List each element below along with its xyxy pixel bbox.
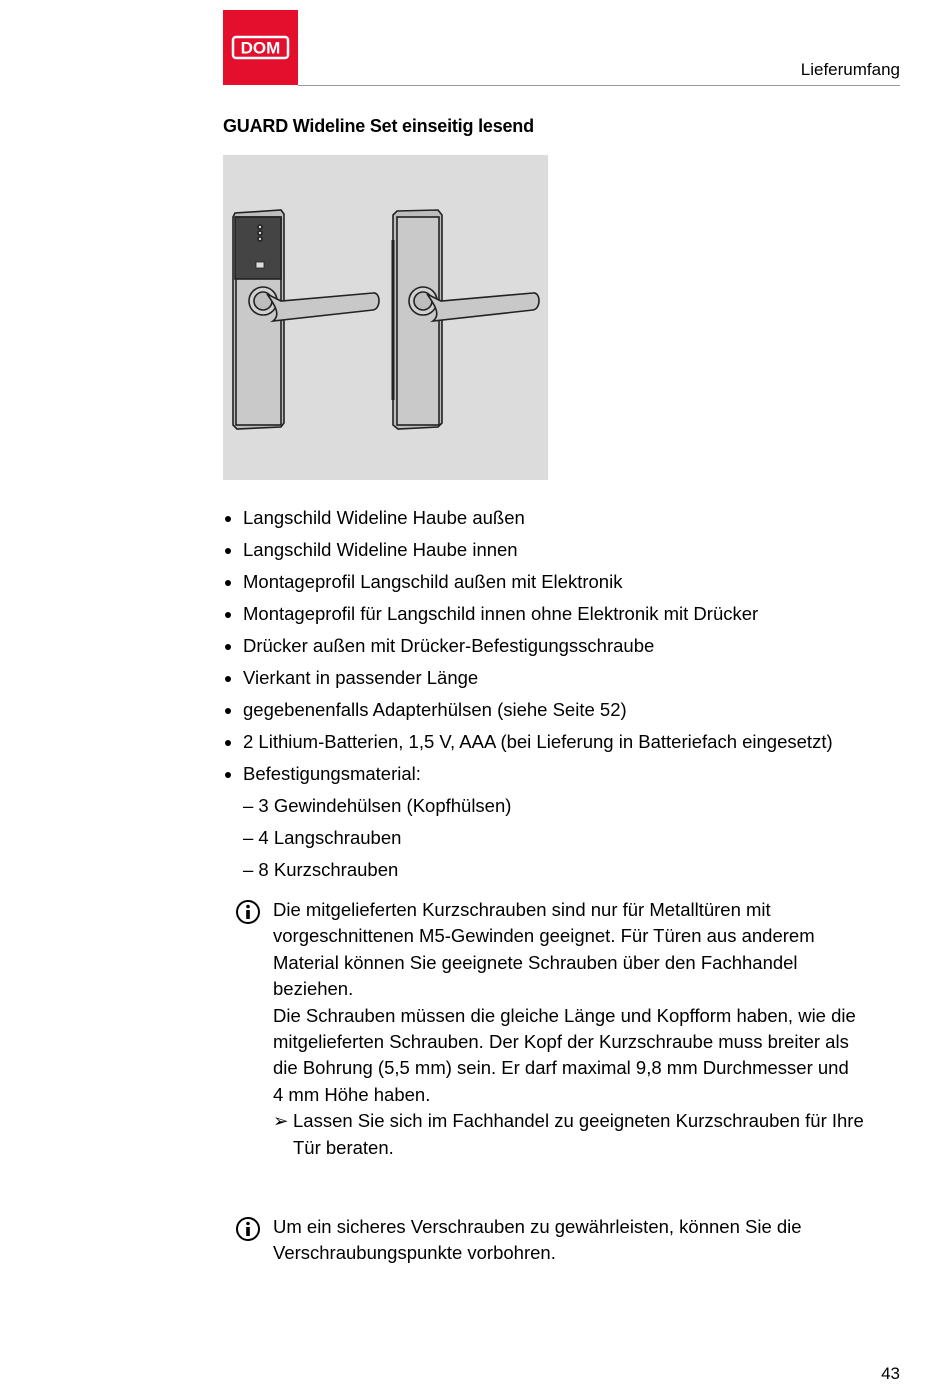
page-number: 43 [881, 1364, 900, 1383]
list-item: Montageprofil Langschild außen mit Elektronik [243, 568, 833, 600]
sub-list-item: – 3 Gewindehülsen (Kopfhülsen) [243, 795, 512, 816]
note-line: Verschraubungspunkte vorbohren. [273, 1242, 556, 1264]
outer-escutcheon [233, 210, 379, 429]
note-line: vorgeschnittenen M5-Gewinden geeignet. Für Türen aus anderem [273, 925, 815, 947]
header-divider [298, 85, 900, 86]
arrow-icon: ➢ [273, 1110, 289, 1132]
note-line: Um ein sicheres Verschrauben zu gewährleisten, können Sie die [273, 1216, 802, 1237]
note-line: Die Schrauben müssen die gleiche Länge und Kopfform haben, wie die [273, 1004, 856, 1026]
note-line: Material können Sie geeignete Schrauben über den Fachhandel [273, 951, 798, 973]
list-item: gegebenenfalls Adapterhülsen (siehe Seite 52) [243, 696, 833, 728]
dom-logo [223, 10, 298, 85]
list-item: Langschild Wideline Haube außen [243, 504, 833, 536]
action-line: Tür beraten. [293, 1136, 394, 1158]
note-line: Die mitgelieferten Kurzschrauben sind nur für Metalltüren mit [273, 899, 771, 920]
action-line: Lassen Sie sich im Fachhandel zu geeigneten Kurzschrauben für Ihre [293, 1110, 864, 1132]
note-line: beziehen. [273, 978, 354, 1000]
page-title: GUARD Wideline Set einseitig lesend [223, 116, 534, 136]
info-icon [235, 1216, 261, 1242]
note-line: 4 mm Höhe haben. [273, 1083, 431, 1105]
inner-escutcheon [393, 210, 539, 429]
list-item: Montageprofil für Langschild innen ohne Elektronik mit Drücker [243, 600, 833, 632]
note-paragraph [273, 1214, 903, 1267]
action-step [273, 1108, 903, 1161]
list-item: 2 Lithium-Batterien, 1,5 V, AAA (bei Lieferung in Batteriefach eingesetzt) [243, 728, 833, 760]
sub-list-item: – 8 Kurzschrauben [243, 859, 399, 880]
note-line: mitgelieferten Schrauben. Der Kopf der Kurzschraube muss breiter als [273, 1031, 849, 1053]
info-icon [235, 899, 261, 925]
list-item: Langschild Wideline Haube innen [243, 536, 833, 568]
list-item: Vierkant in passender Länge [243, 664, 833, 696]
note-paragraph [273, 897, 903, 1003]
note-line: die Bohrung (5,5 mm) sein. Er darf maximal 9,8 mm Durchmesser und [273, 1057, 849, 1079]
delivery-list [243, 504, 833, 888]
section-label: Lieferumfang [800, 60, 900, 79]
logo-text: DOM [240, 38, 281, 58]
list-item: Drücker außen mit Drücker-Befestigungsschraube [243, 632, 833, 664]
list-item: Befestigungsmaterial: [243, 760, 833, 792]
sub-list-item: – 4 Langschrauben [243, 827, 402, 848]
product-illustration [223, 155, 548, 480]
note-paragraph [273, 1003, 903, 1109]
